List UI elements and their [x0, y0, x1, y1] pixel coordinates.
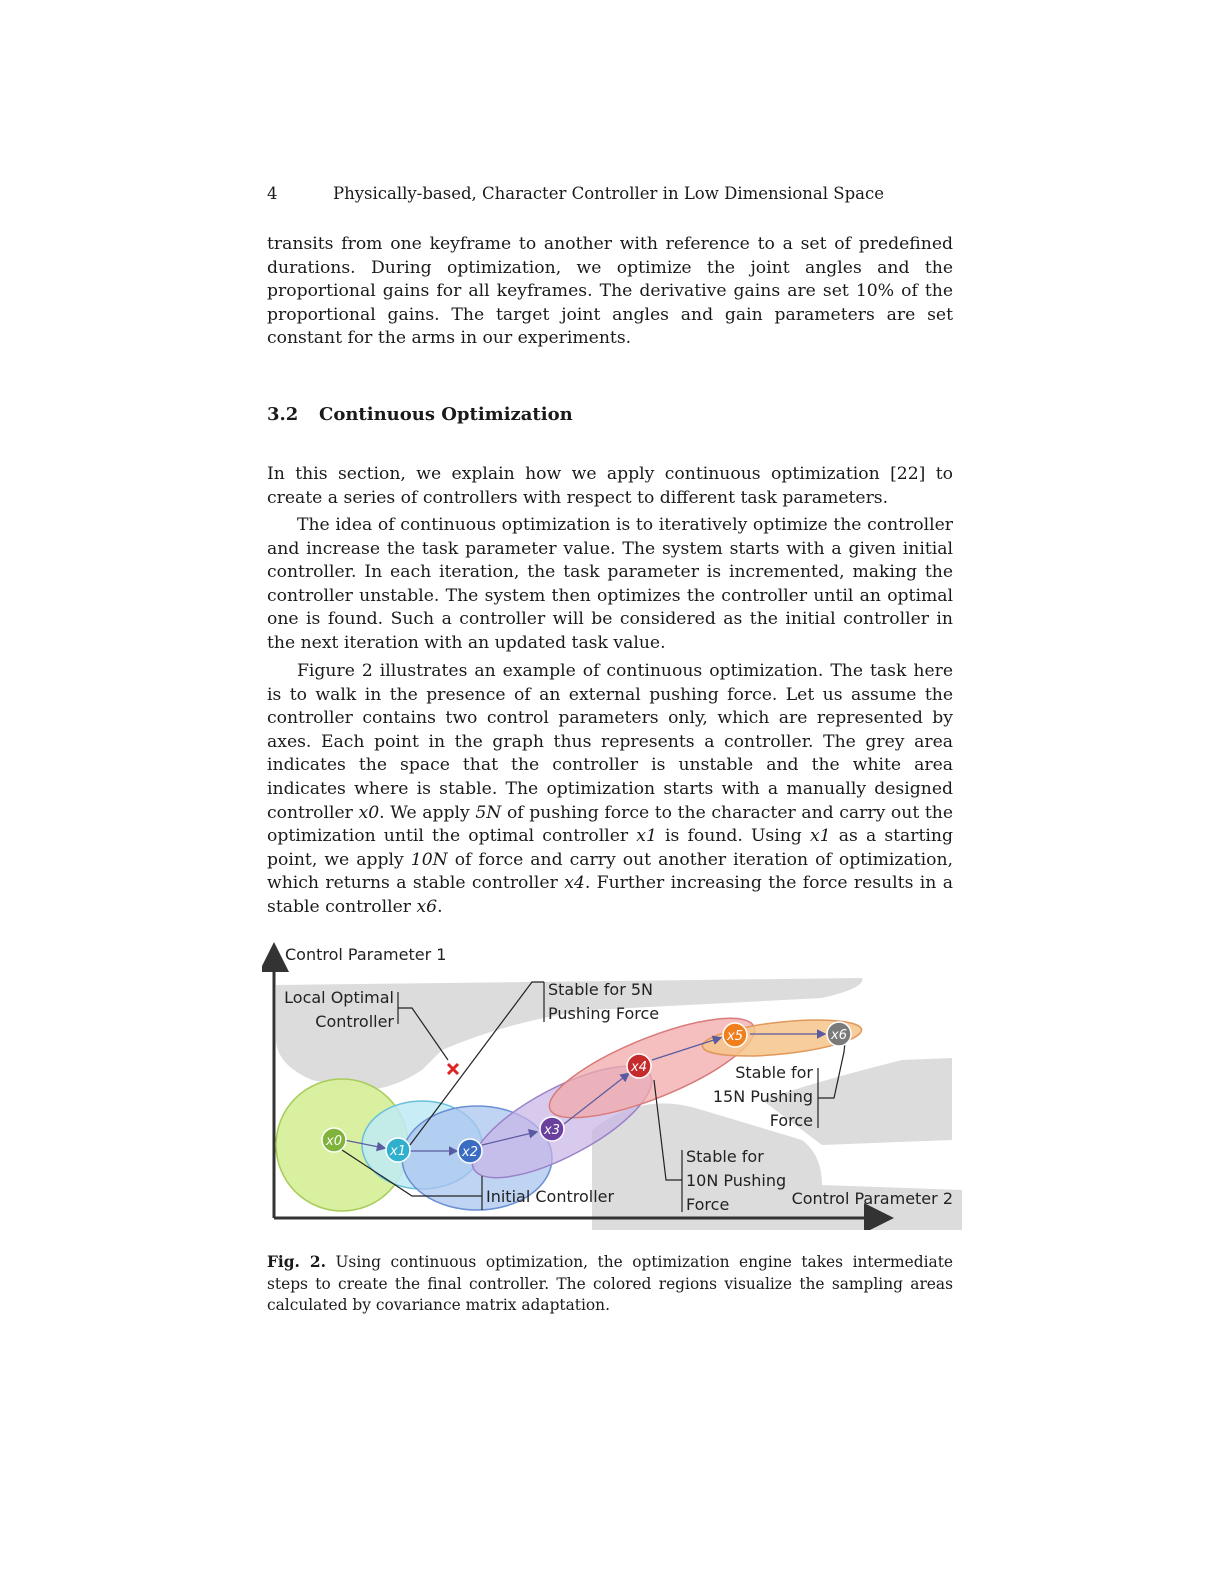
label-stable-10n-2: 10N Pushing: [686, 1171, 787, 1190]
text-run: .: [437, 896, 443, 917]
section-title: Continuous Optimization: [319, 404, 573, 425]
math-x1: x1: [636, 826, 657, 847]
label-stable-15n-1: Stable for: [735, 1063, 813, 1082]
paragraph-keyframes: transits from one keyframe to another with reference to a set of predefined durations. During optimization, we optimize the joint angles and the proportional gains for all keyframes. The derivative gains are set 10% of the proportional gains. The target joint angles and gain parameters are set constant for the arms in our experiments.: [267, 234, 953, 349]
label-local-optimal-1: Local Optimal: [284, 988, 394, 1007]
y-axis-label: Control Parameter 1: [285, 945, 447, 964]
label-stable-15n-3: Force: [769, 1111, 813, 1130]
paragraph-idea: The idea of continuous optimization is to iteratively optimize the controller and increase the task parameter value. The system starts with a given initial controller. In each iteration, the task parameter is incremented, making the controller unstable. The system then optimizes the controller until an optimal one is found. Such a controller will be considered as the initial controller in the next iteration with an updated task value.: [267, 515, 953, 653]
math-x1: x1: [809, 826, 831, 847]
label-initial-controller: Initial Controller: [486, 1187, 615, 1206]
cross-icon: [448, 1064, 458, 1074]
text-run: of pushing force to the character and carry out the optimization until the optimal controller: [267, 802, 953, 847]
label-local-optimal-2: Controller: [315, 1012, 394, 1031]
text-run: . We apply: [379, 802, 476, 823]
paragraph-figure-explanation: [267, 660, 953, 920]
paragraph-intro: In this section, we explain how we apply continuous optimization [22] to create a series of controllers with respect to different task parameters.: [267, 464, 953, 508]
math-x6: x6: [416, 896, 438, 917]
text-run: is found. Using: [656, 826, 810, 847]
running-title: Physically-based, Character Controller in Low Dimensional Space: [333, 184, 885, 203]
label-stable-10n-3: Force: [686, 1195, 730, 1214]
node-x5: [723, 1023, 747, 1047]
node-label: x4: [631, 1060, 647, 1075]
label-stable-10n-1: Stable for: [686, 1147, 764, 1166]
section-number: 3.2: [267, 404, 299, 425]
x-axis-label: Control Parameter 2: [791, 1189, 953, 1208]
label-stable-15n-2: 15N Pushing: [712, 1087, 813, 1106]
caption-text: Using continuous optimization, the optimization engine takes intermediate steps to create the final controller. The colored regions visualize the sampling areas calculated by covariance matrix adaptation.: [267, 1253, 953, 1314]
node-x3: [540, 1117, 564, 1141]
node-label: x1: [390, 1144, 406, 1159]
label-stable-5n-1: Stable for 5N: [548, 980, 653, 999]
figure-diagram: [262, 940, 962, 1230]
text-run: Figure 2 illustrates an example of continuous optimization. The task here is to walk in the presence of an external pushing force. Let us assume the controller contains two control parameters only, which are represented by axes. Each point in the graph thus represents a controller. The grey area indicates the space that the controller is unstable and the white area indicates where is stable. The optimization starts with a manually designed controller: [267, 661, 953, 823]
math-5n: 5N: [475, 802, 502, 823]
figure-caption: [267, 1252, 953, 1317]
node-label: x0: [326, 1134, 342, 1149]
node-label: x5: [727, 1029, 743, 1044]
math-x4: x4: [564, 873, 585, 894]
text-run: as a starting point, we apply: [267, 826, 953, 870]
figure-2: [262, 940, 962, 1230]
math-x0: x0: [358, 802, 380, 823]
label-stable-5n-2: Pushing Force: [548, 1004, 660, 1023]
node-x0: [322, 1128, 346, 1152]
caption-prefix: Fig. 2.: [267, 1253, 326, 1271]
node-x1: [386, 1138, 410, 1162]
page-number: 4: [267, 184, 278, 203]
node-x6: [827, 1022, 851, 1046]
node-label: x2: [462, 1145, 478, 1160]
node-label: x6: [831, 1028, 847, 1043]
math-10n: 10N: [410, 849, 448, 870]
text-run: of force and carry out another iteration of optimization, which returns a stable controller: [267, 849, 953, 894]
node-x4: [627, 1054, 651, 1078]
node-x2: [458, 1139, 482, 1163]
text-run: . Further increasing the force results in a stable controller: [267, 873, 953, 917]
node-label: x3: [544, 1123, 560, 1138]
